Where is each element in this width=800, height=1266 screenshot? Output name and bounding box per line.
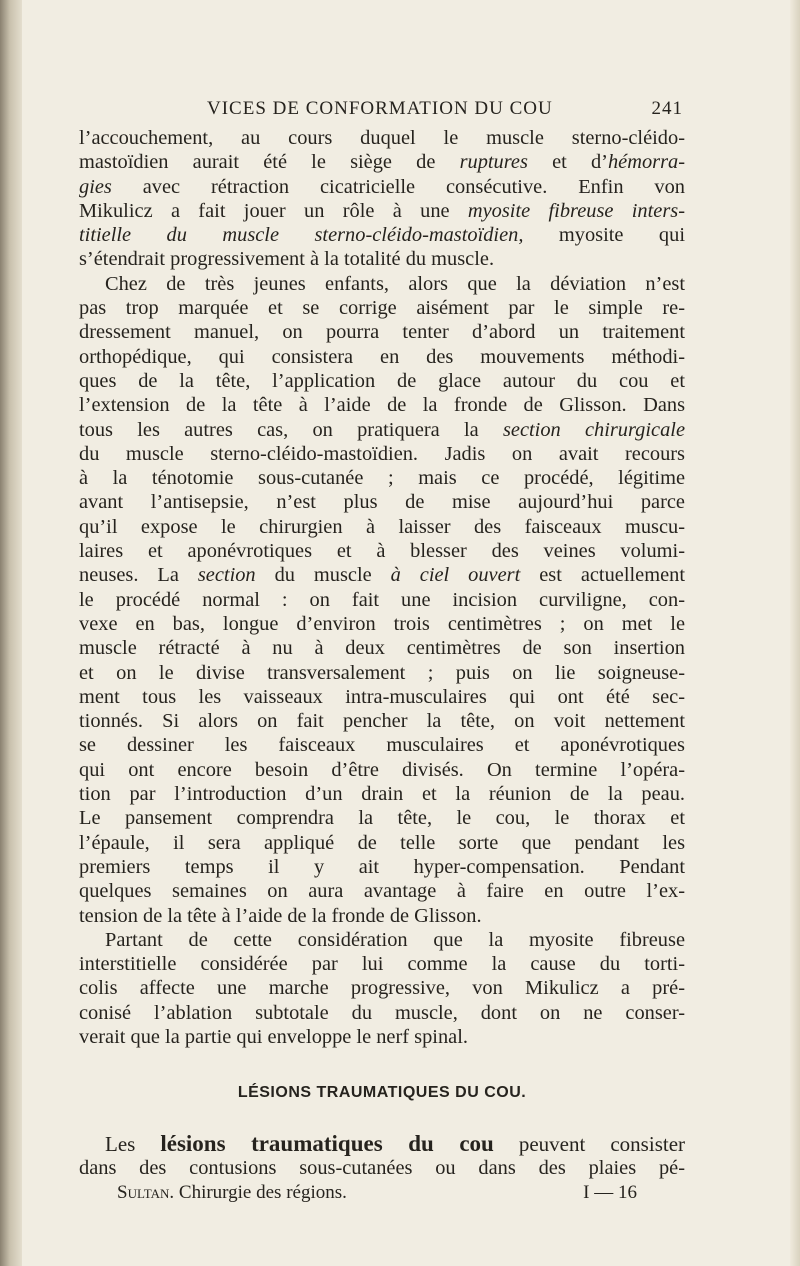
footer-author: Sultan — [117, 1182, 170, 1204]
section-heading: LÉSIONS TRAUMATIQUES DU COU. — [237, 1084, 527, 1102]
text-line: s’étendrait progressivement à la totalité du muscle. — [79, 248, 495, 271]
book-page — [79, 98, 685, 1208]
page-footer — [79, 1182, 685, 1208]
text-run: tous les autres cas, on pratiquera la — [79, 418, 503, 441]
italic-run: myosite fibreuse inters- — [467, 199, 685, 222]
text-line: pas trop marquée et se corrige aisément par le simple re- — [79, 297, 685, 320]
text-run: du muscle — [255, 564, 391, 587]
text-line: quelques semaines on aura avantage à faire en outre l’ex- — [79, 880, 685, 903]
italic-run: gies — [79, 175, 112, 198]
text-run: Les — [105, 1131, 161, 1156]
text-line: à la ténotomie sous-cutanée ; mais ce procédé, légitime — [79, 467, 685, 490]
text-line — [79, 199, 685, 223]
text-line: l’extension de la tête à l’aide de la fronde de Glisson. Dans — [79, 394, 685, 417]
text-line: colis affecte une marche progressive, von Mikulicz a pré- — [79, 977, 685, 1000]
paragraph-4 — [79, 1132, 685, 1181]
text-line: vexe en bas, longue d’environ trois centimètres ; on met le — [79, 612, 685, 635]
text-line: premiers temps il y ait hyper-compensation. Pendant — [79, 855, 685, 878]
paragraph-3 — [79, 928, 685, 1049]
text-line — [79, 418, 685, 442]
text-line: tionnés. Si alors on fait pencher la tête, on voit nettement — [79, 710, 685, 733]
text-line: du muscle sterno-cléido-mastoïdien. Jadis on avait recours — [79, 442, 685, 465]
italic-run: section chirurgicale — [502, 418, 685, 441]
footer-book-reference — [117, 1182, 347, 1204]
italic-run: ruptures — [459, 151, 528, 174]
text-line: verait que la partie qui enveloppe le nerf spinal. — [79, 1025, 468, 1048]
page-number: 241 — [651, 98, 683, 119]
text-run: avec rétraction cicatricielle consécutive. Enfin von — [111, 175, 685, 198]
text-line: qui ont encore besoin d’être divisés. On termine l’opéra- — [79, 758, 685, 781]
page-edge — [790, 0, 800, 1266]
bold-run: lésions traumatiques du cou — [160, 1130, 494, 1156]
italic-run: titielle du muscle sterno-cléido-mastoïdien, — [79, 224, 524, 247]
text-line: et on le divise transversalement ; puis on lie soigneuse- — [79, 661, 685, 684]
text-line — [79, 223, 685, 247]
text-line: orthopédique, qui consistera en des mouvements méthodi- — [79, 345, 685, 368]
signature-mark: I — 16 — [583, 1182, 637, 1204]
italic-run: à ciel ouvert — [390, 564, 521, 587]
running-head — [79, 98, 685, 126]
text-line: tion par l’introduction d’un drain et la réunion de la peau. — [79, 783, 685, 806]
book-spine-shadow — [0, 0, 22, 1266]
text-line: dans des contusions sous-cutanées ou dans des plaies pé- — [79, 1156, 685, 1179]
text-line: l’accouchement, au cours duquel le muscle sterno-cléido- — [79, 127, 685, 149]
text-line: ques de la tête, l’application de glace autour du cou et — [79, 369, 685, 392]
text-line: le procédé normal : on fait une incision curviligne, con- — [79, 588, 685, 611]
text-line: Partant de cette considération que la myosite fibreuse — [105, 928, 685, 951]
italic-run: section — [197, 564, 256, 587]
text-line: laires et aponévrotiques et à blesser des veines volumi- — [79, 540, 685, 563]
text-line — [79, 563, 685, 587]
text-run: Mikulicz a fait jouer un rôle à une — [79, 199, 468, 222]
text-line: dressement manuel, on pourra tenter d’abord un traitement — [79, 321, 685, 344]
text-run: neuses. La — [79, 564, 198, 587]
text-line: l’épaule, il sera appliqué de telle sorte que pendant les — [79, 831, 685, 854]
text-run: peuvent consister — [493, 1131, 686, 1156]
italic-run: hémorra- — [607, 151, 685, 174]
text-run: est actuellement — [520, 564, 685, 587]
text-line: muscle rétracté à nu à deux centimètres de son insertion — [79, 637, 685, 660]
text-run: et d’ — [527, 151, 608, 174]
text-line — [79, 150, 685, 174]
text-line: interstitielle considérée par lui comme la cause du torti- — [79, 953, 685, 976]
footer-book-title: . Chirurgie des régions. — [169, 1182, 347, 1204]
text-line: Le pansement comprendra la tête, le cou, le thorax et — [79, 807, 685, 830]
text-line: conisé l’ablation subtotale du muscle, dont on ne conser- — [79, 1001, 685, 1024]
text-line: avant l’antisepsie, n’est plus de mise aujourd’hui parce — [79, 491, 685, 514]
text-line — [79, 175, 685, 199]
text-run: mastoïdien aurait été le siège de — [79, 151, 460, 174]
text-line — [79, 1132, 685, 1156]
body-text — [79, 126, 685, 1180]
text-line: ment tous les vaisseaux intra-musculaires qui ont été sec- — [79, 685, 685, 708]
text-line: qu’il expose le chirurgien à laisser des faisceaux muscu- — [79, 515, 685, 538]
text-line: tension de la tête à l’aide de la fronde de Glisson. — [79, 904, 482, 927]
paragraph-1 — [79, 126, 685, 272]
text-line: se dessiner les faisceaux musculaires et aponévrotiques — [79, 734, 685, 757]
text-line: Chez de très jeunes enfants, alors que la déviation n’est — [105, 272, 685, 295]
text-run: myosite qui — [523, 224, 685, 247]
running-title: VICES DE CONFORMATION DU COU — [207, 98, 553, 119]
paragraph-2 — [79, 272, 685, 928]
